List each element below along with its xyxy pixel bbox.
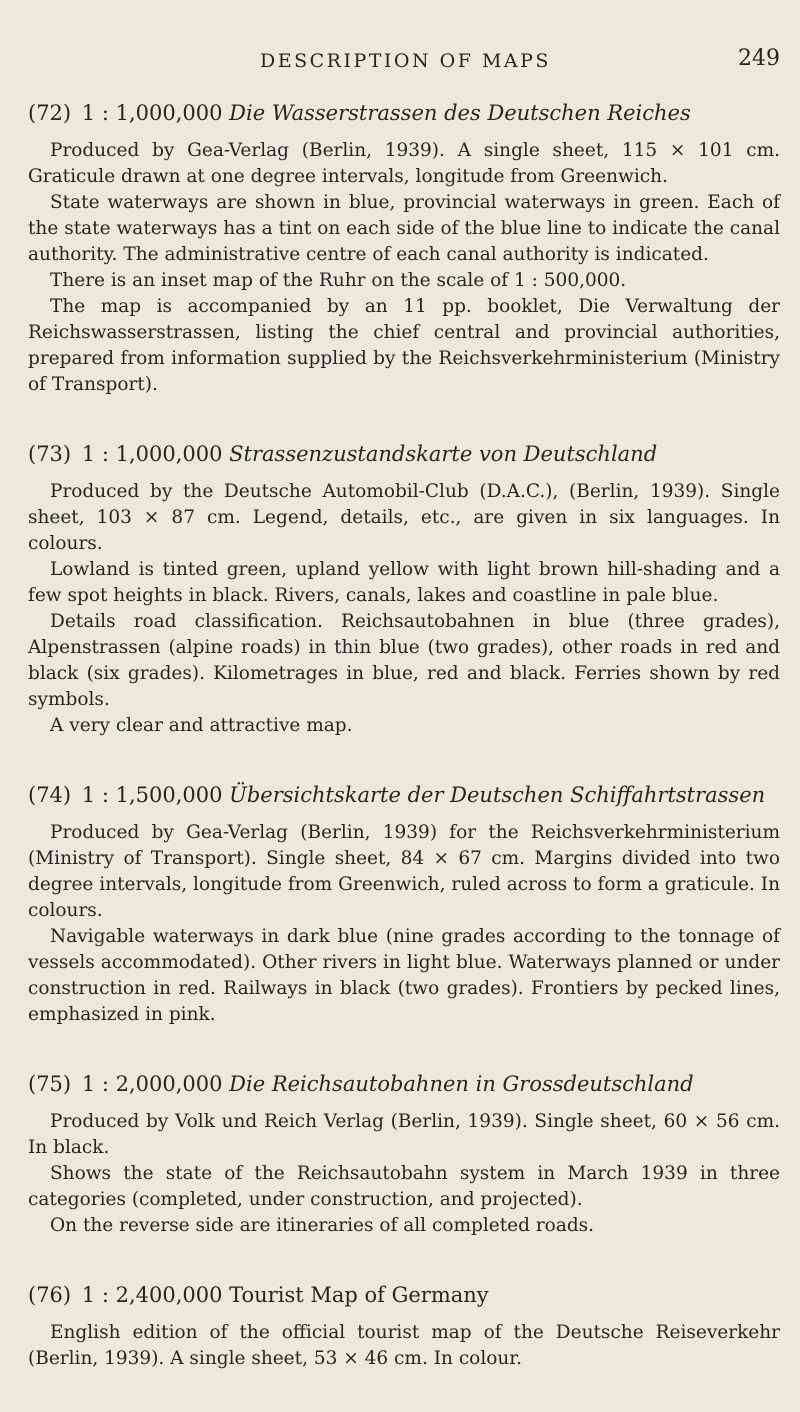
map-entries <box>28 97 780 1412</box>
entry-paragraph: Details road classification. Reichsautobahnen in blue (three grades), Alpenstrassen (alpine roads) in thin blue (two grades), other roads in red and black (six grades). Kilometrages in blue, red and black. Ferries shown by red symbols. <box>28 611 780 710</box>
map-entry-72 <box>28 97 780 398</box>
entry-paragraph: Produced by Gea-Verlag (Berlin, 1939) for the Reichsverkehrministerium (Ministry of Transport). Single sheet, 84 × 67 cm. Margins divided into two degree intervals, longitude from Greenwich, ruled across to form a graticule. In colours. <box>28 822 780 921</box>
entry-title: Strassenzustandskarte von Deutschland <box>229 442 658 466</box>
entry-paragraph: Produced by Volk und Reich Verlag (Berlin, 1939). Single sheet, 60 × 56 cm. In black. <box>28 1111 780 1158</box>
running-head <box>28 46 780 78</box>
entry-paragraph: A very clear and attractive map. <box>50 715 353 736</box>
book-page <box>28 0 780 1369</box>
page-number: 249 <box>738 46 780 71</box>
entry-title: Tourist Map of Germany <box>229 1283 489 1307</box>
entry-heading <box>28 1279 780 1311</box>
entry-scale: 1 : 1,500,000 <box>81 783 223 807</box>
entry-scale: 1 : 1,000,000 <box>81 442 223 466</box>
entry-scale: 1 : 2,000,000 <box>81 1072 223 1096</box>
entry-heading <box>28 779 780 811</box>
entry-paragraph: State waterways are shown in blue, provincial waterways in green. Each of the state waterways has a tint on each side of the blue line to indicate the canal authority. The administrative centre of each canal authority is indicated. <box>28 192 780 265</box>
running-title: DESCRIPTION OF MAPS <box>260 50 551 72</box>
entry-paragraph: Produced by Gea-Verlag (Berlin, 1939). A single sheet, 115 × 101 cm. Graticule drawn at one degree intervals, longitude from Greenwich. <box>28 140 780 187</box>
entry-scale: 1 : 1,000,000 <box>81 101 223 125</box>
entry-number: (76) <box>28 1283 72 1307</box>
entry-heading <box>28 438 780 470</box>
entry-number: (74) <box>28 783 72 807</box>
entry-title: Die Reichsautobahnen in Grossdeutschland <box>229 1072 694 1096</box>
entry-heading <box>28 1068 780 1100</box>
map-entry-75 <box>28 1068 780 1239</box>
entry-paragraph: There is an inset map of the Ruhr on the scale of 1 : 500,000. <box>50 270 627 291</box>
entry-paragraph: English edition of the official tourist map of the Deutsche Reiseverkehr (Berlin, 1939). A single sheet, 53 × 46 cm. In colour. <box>28 1322 780 1369</box>
entry-heading <box>28 97 780 129</box>
entry-number: (73) <box>28 442 72 466</box>
entry-title: Übersichtskarte der Deutschen Schiffahrtstrassen <box>229 783 766 807</box>
map-entry-76 <box>28 1279 780 1372</box>
map-entry-74 <box>28 779 780 1028</box>
entry-paragraph: Navigable waterways in dark blue (nine grades according to the tonnage of vessels accommodated). Other rivers in light blue. Waterways planned or under construction in red. Railways in black (two grades). Frontiers by pecked lines, emphasized in pink. <box>28 926 780 1025</box>
entry-paragraph: Lowland is tinted green, upland yellow with light brown hill-shading and a few spot heights in black. Rivers, canals, lakes and coastline in pale blue. <box>28 559 780 606</box>
entry-scale: 1 : 2,400,000 <box>81 1283 223 1307</box>
map-entry-73 <box>28 438 780 739</box>
entry-number: (72) <box>28 101 72 125</box>
entry-paragraph: The map is accompanied by an 11 pp. booklet, Die Verwaltung der Reichswasserstrassen, listing the chief central and provincial authorities, prepared from information supplied by the Reichsverkehrministerium (Ministry of Transport). <box>28 296 780 395</box>
entry-title: Die Wasserstrassen des Deutschen Reiches <box>229 101 691 125</box>
entry-paragraph: Produced by the Deutsche Automobil-Club (D.A.C.), (Berlin, 1939). Single sheet, 103 × 87 cm. Legend, details, etc., are given in six languages. In colours. <box>28 481 780 554</box>
entry-paragraph: Shows the state of the Reichsautobahn system in March 1939 in three categories (completed, under construction, and projected). <box>28 1163 780 1210</box>
entry-number: (75) <box>28 1072 72 1096</box>
entry-paragraph: On the reverse side are itineraries of all completed roads. <box>50 1215 595 1236</box>
